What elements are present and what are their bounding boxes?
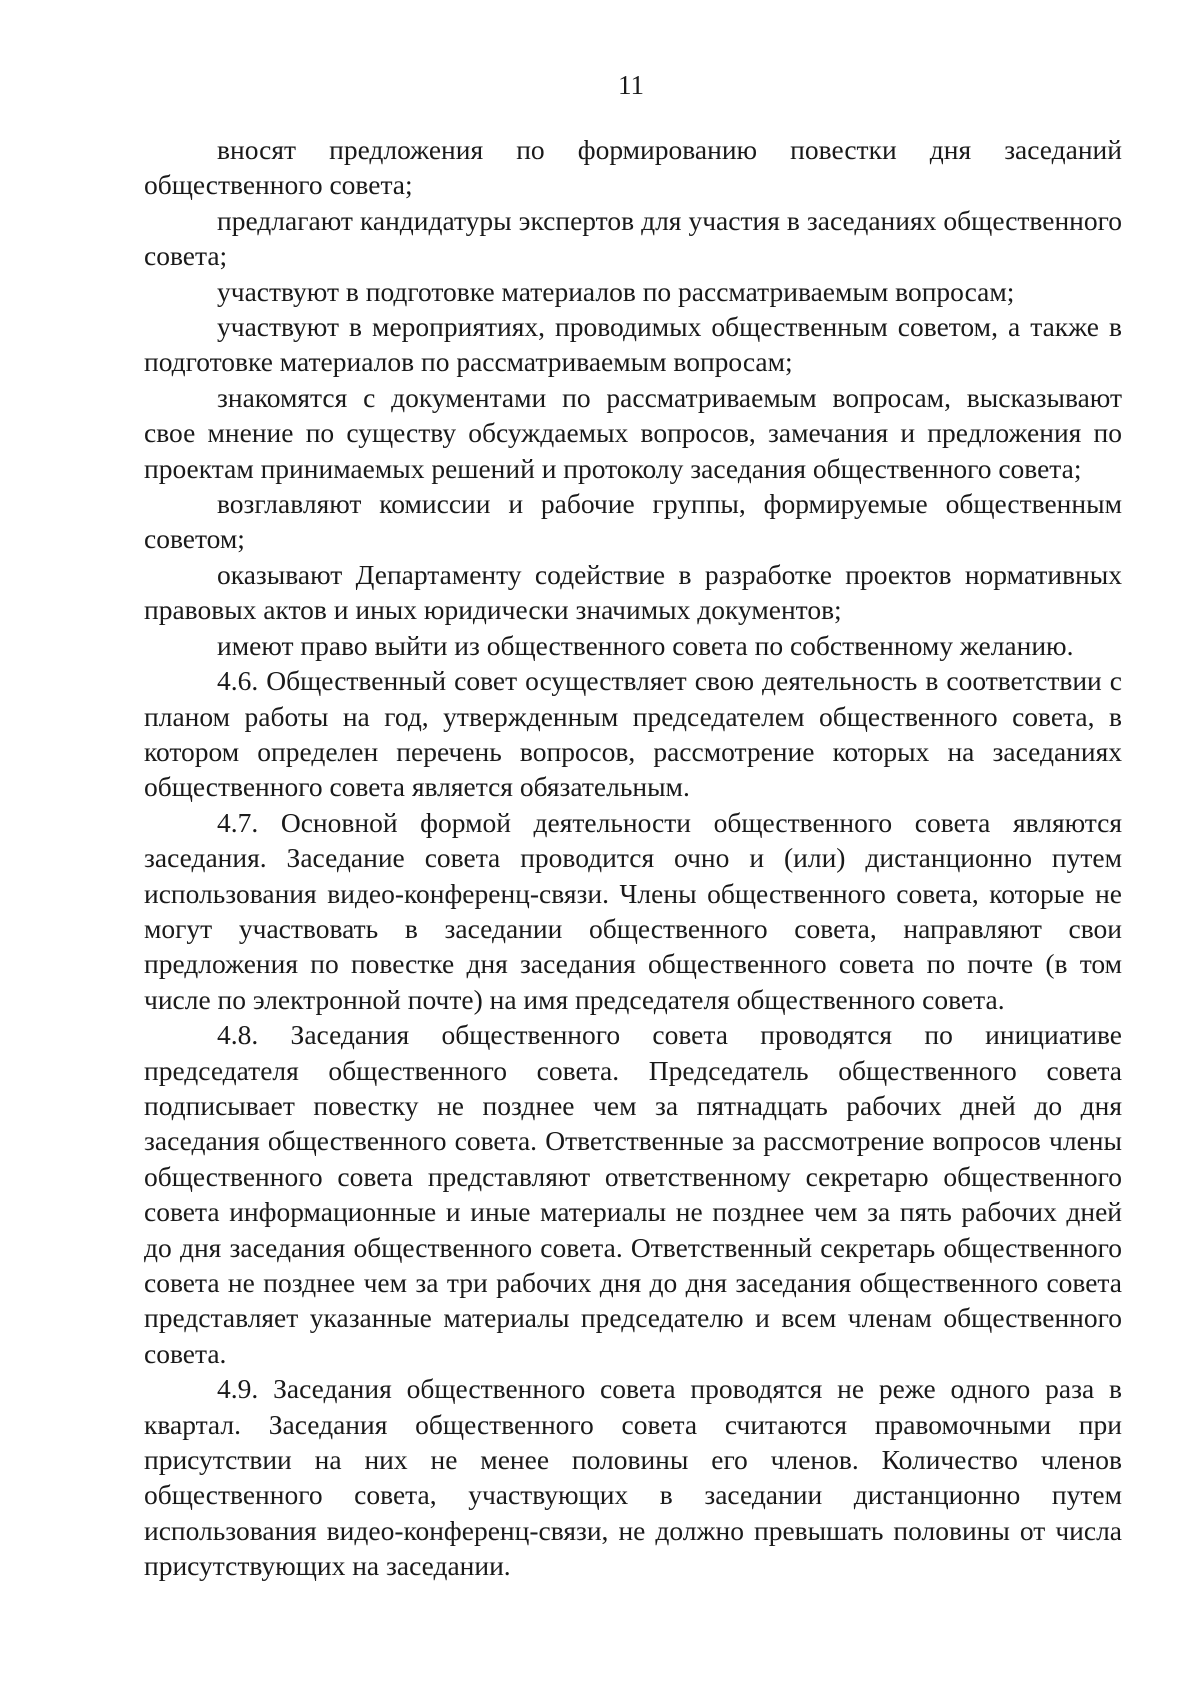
document-body [144, 132, 1122, 1584]
paragraph-participate-events: участвуют в мероприятиях, проводимых общественным советом, а также в подготовке материалов по рассматриваемым вопросам; [144, 311, 1122, 378]
paragraph-review-documents: знакомятся с документами по рассматриваемым вопросам, высказывают свое мнение по существу обсуждаемых вопросов, замечания и предложения по проектам принимаемых решений и протоколу заседания общественного совета; [144, 381, 1122, 484]
paragraph-right-to-leave: имеют право выйти из общественного совета по собственному желанию. [217, 629, 1074, 661]
clause-4-8: 4.8. Заседания общественного совета проводятся по инициативе председателя общественного совета. Председатель общественного совета подписывает повестку не позднее чем за пятнадцать рабочих дней до дня заседания общественного совета. Ответственные за рассмотрение вопросов члены общественного совета представляют ответственному секретарю общественного совета информационные и иные материалы не позднее чем за пять рабочих дней до дня заседания общественного совета. Ответственный секретарь общественного совета не позднее чем за три рабочих дня до дня заседания общественного совета представляет указанные материалы председателю и всем членам общественного совета. [144, 1019, 1122, 1369]
paragraph-assist-department: оказывают Департаменту содействие в разработке проектов нормативных правовых актов и иных юридически значимых документов; [144, 558, 1122, 626]
page-number: 11 [618, 70, 644, 100]
clause-4-7: 4.7. Основной формой деятельности общественного совета являются заседания. Заседание совета проводится очно и (или) дистанционно путем использования видео-конференц-связи. Члены общественного совета, которые не могут участвовать в заседании общественного совета, направляют свои предложения по повестке дня заседания общественного совета по почте (в том числе по электронной почте) на имя председателя общественного совета. [144, 806, 1122, 1015]
paragraph-prepare-materials: участвуют в подготовке материалов по рассматриваемым вопросам; [217, 275, 1015, 307]
paragraph-expert-candidates: предлагают кандидатуры экспертов для участия в заседаниях общественного совета; [144, 204, 1122, 272]
clause-4-9: 4.9. Заседания общественного совета проводятся не реже одного раза в квартал. Заседания общественного совета считаются правомочными при присутствии на них не менее половины его членов. Количество членов общественного совета, участвующих в заседании дистанционно путем использования видео-конференц-связи, не должно превышать половины от числа присутствующих на заседании. [144, 1373, 1122, 1582]
clause-4-6: 4.6. Общественный совет осуществляет свою деятельность в соответствии с планом работы на год, утвержденным председателем общественного совета, в котором определен перечень вопросов, рассмотрение которых на заседаниях общественного совета является обязательным. [144, 665, 1122, 803]
paragraph-proposals-agenda: вносят предложения по формированию повестки дня заседаний общественного совета; [144, 134, 1122, 201]
paragraph-lead-commissions: возглавляют комиссии и рабочие группы, формируемые общественным советом; [144, 488, 1122, 555]
